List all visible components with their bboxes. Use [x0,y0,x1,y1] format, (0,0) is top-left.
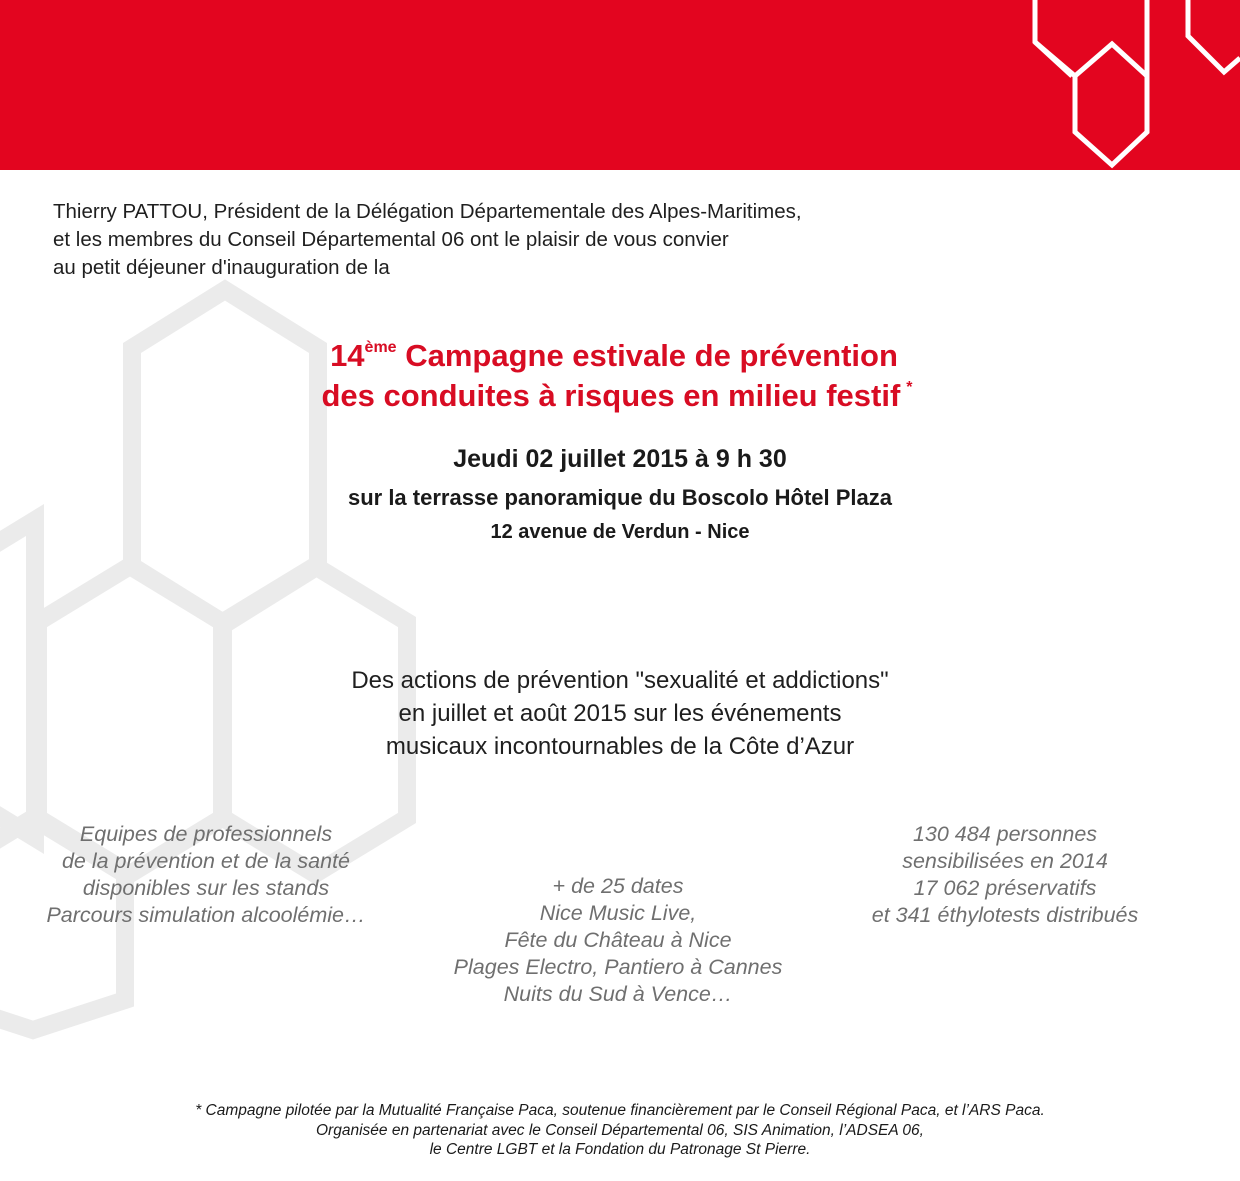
stats-left-column [0,821,412,929]
event-address: 12 avenue de Verdun - Nice [490,521,750,543]
actions-line: Des actions de prévention "sexualité et addictions" [351,667,889,694]
stat-line: Nuits du Sud à Vence… [503,982,733,1006]
actions-description [0,664,1240,763]
stat-line: Parcours simulation alcoolémie… [46,903,366,927]
stat-line: disponibles sur les stands [82,876,330,900]
campaign-title [0,336,1240,416]
campaign-number-suffix: ème [364,339,397,356]
campaign-number: 14 [330,338,365,373]
intro-line: et les membres du Conseil Départemental 06 ont le plaisir de vous convier [53,228,729,251]
event-date: Jeudi 02 juillet 2015 à 9 h 30 [453,445,787,473]
actions-line: musicaux incontournables de la Côte d’Azur [385,733,855,760]
stats-right-column [820,821,1190,929]
intro-line: au petit déjeuner d'inauguration de la [53,256,390,279]
red-header-banner [0,0,1240,170]
footnote-line: le Centre LGBT et la Fondation du Patronage St Pierre. [429,1141,811,1158]
stat-line: sensibilisées en 2014 [902,849,1108,873]
stat-line: Equipes de professionnels [79,822,333,846]
footnote-line: * Campagne pilotée par la Mutualité Française Paca, soutenue financièrement par le Conseil Régional Paca, et l’ARS Paca. [195,1102,1045,1119]
footnote-marker: * [906,379,913,396]
event-place: sur la terrasse panoramique du Boscolo Hôtel Plaza [347,485,893,510]
footnote-line: Organisée en partenariat avec le Conseil Départemental 06, SIS Animation, l’ADSEA 06, [316,1121,924,1139]
stat-line: et 341 éthylotests distribués [871,903,1139,927]
actions-line: en juillet et août 2015 sur les événements [398,700,842,727]
stat-line: de la prévention et de la santé [61,849,351,873]
footnote [0,1101,1240,1160]
campaign-title-line1: Campagne estivale de prévention [405,338,898,373]
stats-center-column [418,873,818,1008]
stat-line: Fête du Château à Nice [504,928,732,952]
stat-line: + de 25 dates [552,874,684,898]
stat-line: 17 062 préservatifs [913,876,1097,900]
intro-line: Thierry PATTOU, Président de la Délégation Départementale des Alpes-Maritimes, [53,200,802,223]
stat-line: Plages Electro, Pantiero à Cannes [453,955,783,979]
stat-line: Nice Music Live, [539,901,697,925]
stat-line: 130 484 personnes [912,822,1098,846]
intro-paragraph [53,198,802,282]
campaign-title-line2: des conduites à risques en milieu festif [321,378,901,413]
